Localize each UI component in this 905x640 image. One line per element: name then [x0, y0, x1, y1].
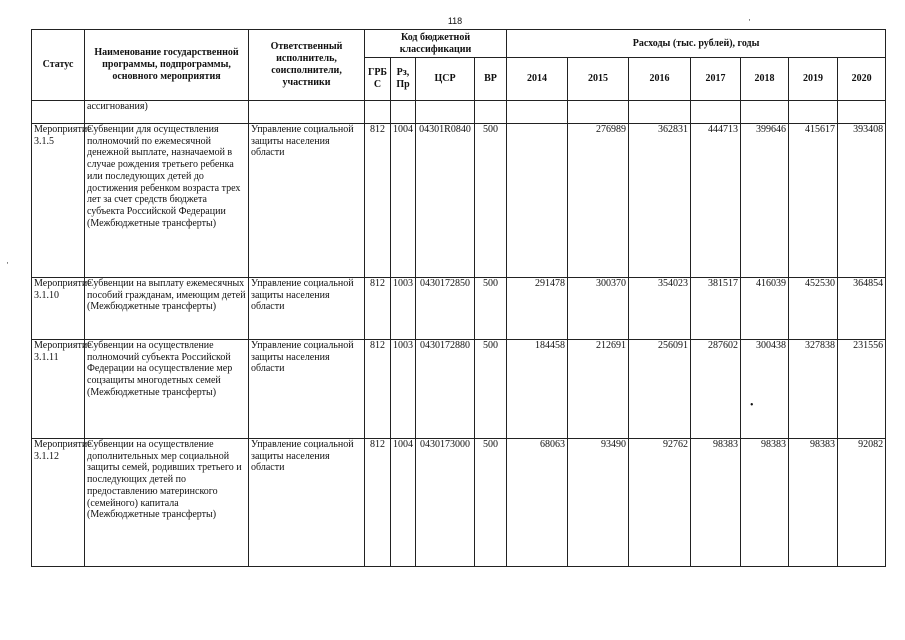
row-value-2015: 93490 [568, 439, 629, 567]
row-name: Субвенции на осуществление полномочий субъекта Российской Федерации на осуществление мер соцзащиты многодетных семей (Межбюджетные трансферты) [85, 340, 249, 439]
table-row [32, 340, 886, 439]
header-grbs: ГРБ С [365, 58, 391, 101]
header-status: Статус [32, 30, 85, 101]
row-value-2020: 231556 [838, 340, 886, 439]
row-rzpr: 1003 [391, 340, 416, 439]
row-value-2015: 212691 [568, 340, 629, 439]
row-csr: 0430173000 [416, 439, 475, 567]
row-status: Мероприятие 3.1.12 [32, 439, 85, 567]
row-value-2019: 98383 [789, 439, 838, 567]
row-value-2014: 68063 [507, 439, 568, 567]
row-value-2016: 256091 [629, 340, 691, 439]
row-responsible: Управление социальной защиты населения области [249, 278, 365, 340]
row-vr: 500 [475, 278, 507, 340]
row-value-2016: 354023 [629, 278, 691, 340]
continuation-row [32, 101, 886, 124]
header-vr: ВР [475, 58, 507, 101]
row-value-2020: 393408 [838, 124, 886, 278]
row-grbs: 812 [365, 439, 391, 567]
row-name: Субвенции на выплату ежемесячных пособий гражданам, имеющим детей (Межбюджетные трансферты) [85, 278, 249, 340]
row-value-2017: 444713 [691, 124, 741, 278]
row-csr: 04301R0840 [416, 124, 475, 278]
row-responsible: Управление социальной защиты населения области [249, 439, 365, 567]
page-number: 118 [447, 16, 463, 26]
row-value-2019: 327838 [789, 340, 838, 439]
scan-speck: · [748, 15, 751, 25]
row-grbs: 812 [365, 340, 391, 439]
header-budget-code: Код бюджетной классификации [365, 30, 507, 58]
row-responsible: Управление социальной защиты населения области [249, 124, 365, 278]
header-year: 2015 [568, 58, 629, 101]
row-rzpr: 1004 [391, 439, 416, 567]
header-year: 2018 [741, 58, 789, 101]
row-value-2019: 415617 [789, 124, 838, 278]
row-vr: 500 [475, 124, 507, 278]
header-rzpr: Рз, Пр [391, 58, 416, 101]
row-value-2017: 381517 [691, 278, 741, 340]
row-value-2014: 184458 [507, 340, 568, 439]
header-year: 2014 [507, 58, 568, 101]
budget-table [31, 29, 886, 567]
table-row [32, 439, 886, 567]
header-responsible: Ответственный исполнитель, соисполнители, участники [249, 30, 365, 101]
row-value-2019: 452530 [789, 278, 838, 340]
continuation-text: ассигнования) [85, 101, 249, 124]
row-csr: 0430172850 [416, 278, 475, 340]
header-year: 2019 [789, 58, 838, 101]
row-responsible: Управление социальной защиты населения области [249, 340, 365, 439]
row-vr: 500 [475, 439, 507, 567]
row-csr: 0430172880 [416, 340, 475, 439]
row-value-2014: 291478 [507, 278, 568, 340]
row-status: Мероприятие 3.1.5 [32, 124, 85, 278]
header-csr: ЦСР [416, 58, 475, 101]
row-value-2018: 399646 [741, 124, 789, 278]
row-grbs: 812 [365, 124, 391, 278]
row-value-2017: 98383 [691, 439, 741, 567]
row-value-2020: 92082 [838, 439, 886, 567]
header-name: Наименование государственной программы, подпрограммы, основного мероприятия [85, 30, 249, 101]
row-name: Субвенции для осуществления полномочий по ежемесячной денежной выплате, назначаемой в случае рождения третьего ребенка или последующих детей до достижения ребенком возраста трех лет за счет средств бюджета субъекта Российской Федерации (Межбюджетные трансферты) [85, 124, 249, 278]
row-grbs: 812 [365, 278, 391, 340]
header-year: 2020 [838, 58, 886, 101]
row-value-2018: 98383 [741, 439, 789, 567]
row-value-2016: 362831 [629, 124, 691, 278]
header-year: 2016 [629, 58, 691, 101]
row-vr: 500 [475, 340, 507, 439]
row-status: Мероприятие 3.1.11 [32, 340, 85, 439]
row-name: Субвенции на осуществление дополнительных мер социальной защиты семей, родивших третьего и последующих детей по предоставлению материнского (семейного) капитала (Межбюджетные трансферты) [85, 439, 249, 567]
row-status: Мероприятие 3.1.10 [32, 278, 85, 340]
row-value-2017: 287602 [691, 340, 741, 439]
scan-speck: • [750, 400, 754, 411]
row-rzpr: 1003 [391, 278, 416, 340]
row-value-2015: 300370 [568, 278, 629, 340]
row-value-2015: 276989 [568, 124, 629, 278]
header-year: 2017 [691, 58, 741, 101]
row-value-2020: 364854 [838, 278, 886, 340]
row-rzpr: 1004 [391, 124, 416, 278]
row-value-2016: 92762 [629, 439, 691, 567]
row-value-2018: 300438 [741, 340, 789, 439]
header-expenses: Расходы (тыс. рублей), годы [507, 30, 886, 58]
table-row [32, 278, 886, 340]
row-value-2014 [507, 124, 568, 278]
row-value-2018: 416039 [741, 278, 789, 340]
scan-speck: · [6, 258, 9, 268]
table-row [32, 124, 886, 278]
